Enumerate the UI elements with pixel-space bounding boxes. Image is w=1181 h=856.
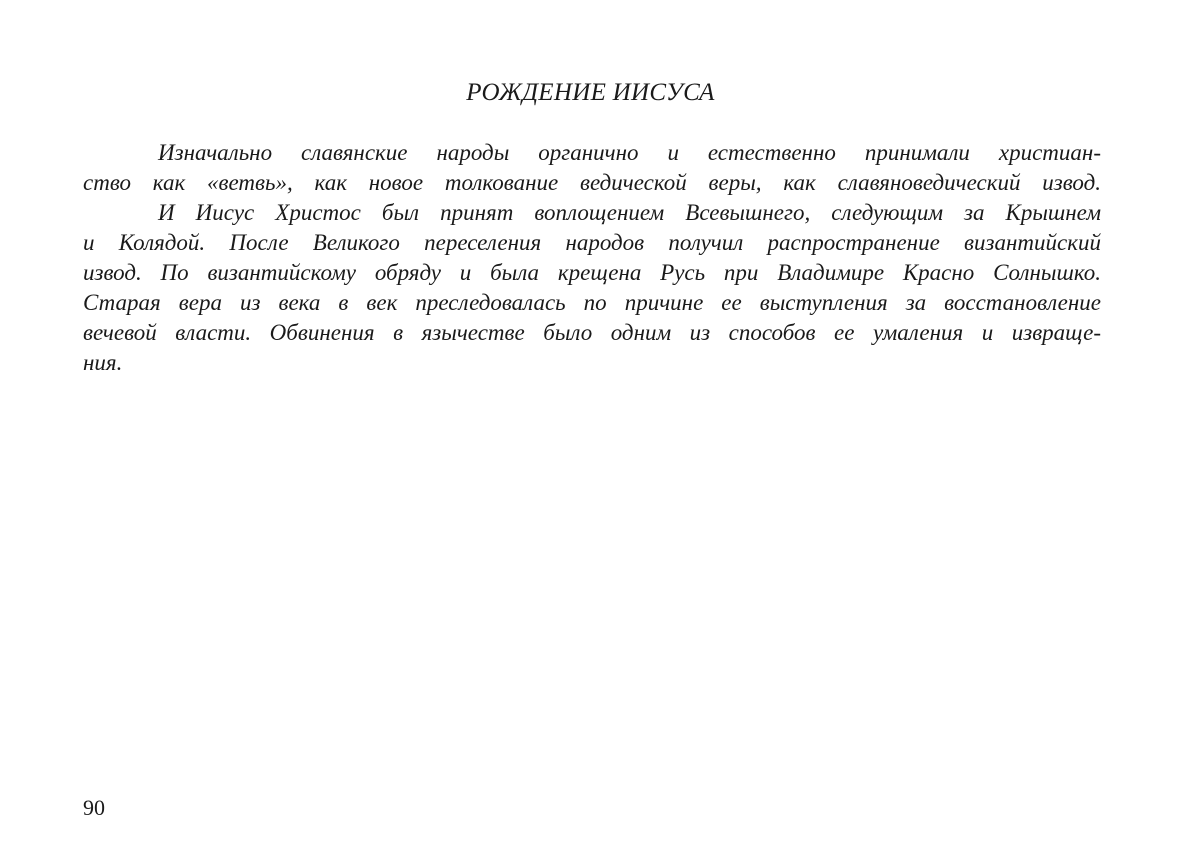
body-line-1: Изначально славянские народы органично и естественно принимали христиан- — [158, 140, 1101, 165]
body-line-5: извод. По византийскому обряду и была крещена Русь при Владимире Красно Солнышко. — [83, 260, 1101, 285]
page-number: 90 — [83, 795, 105, 820]
body-line-8: ния. — [83, 350, 123, 375]
body-line-7: вечевой власти. Обвинения в язычестве было одним из способов ее умаления и извраще- — [83, 320, 1101, 345]
chapter-heading: РОЖДЕНИЕ ИИСУСА — [466, 79, 715, 106]
body-line-6: Старая вера из века в век преследовалась по причине ее выступления за восстановление — [83, 290, 1101, 315]
body-line-2: ство как «ветвь», как новое толкование ведической веры, как славяноведический извод. — [83, 170, 1101, 195]
body-line-3: И Иисус Христос был принят воплощением Всевышнего, следующим за Крышнем — [158, 200, 1101, 225]
body-line-4: и Колядой. После Великого переселения народов получил распространение византийский — [83, 230, 1101, 255]
